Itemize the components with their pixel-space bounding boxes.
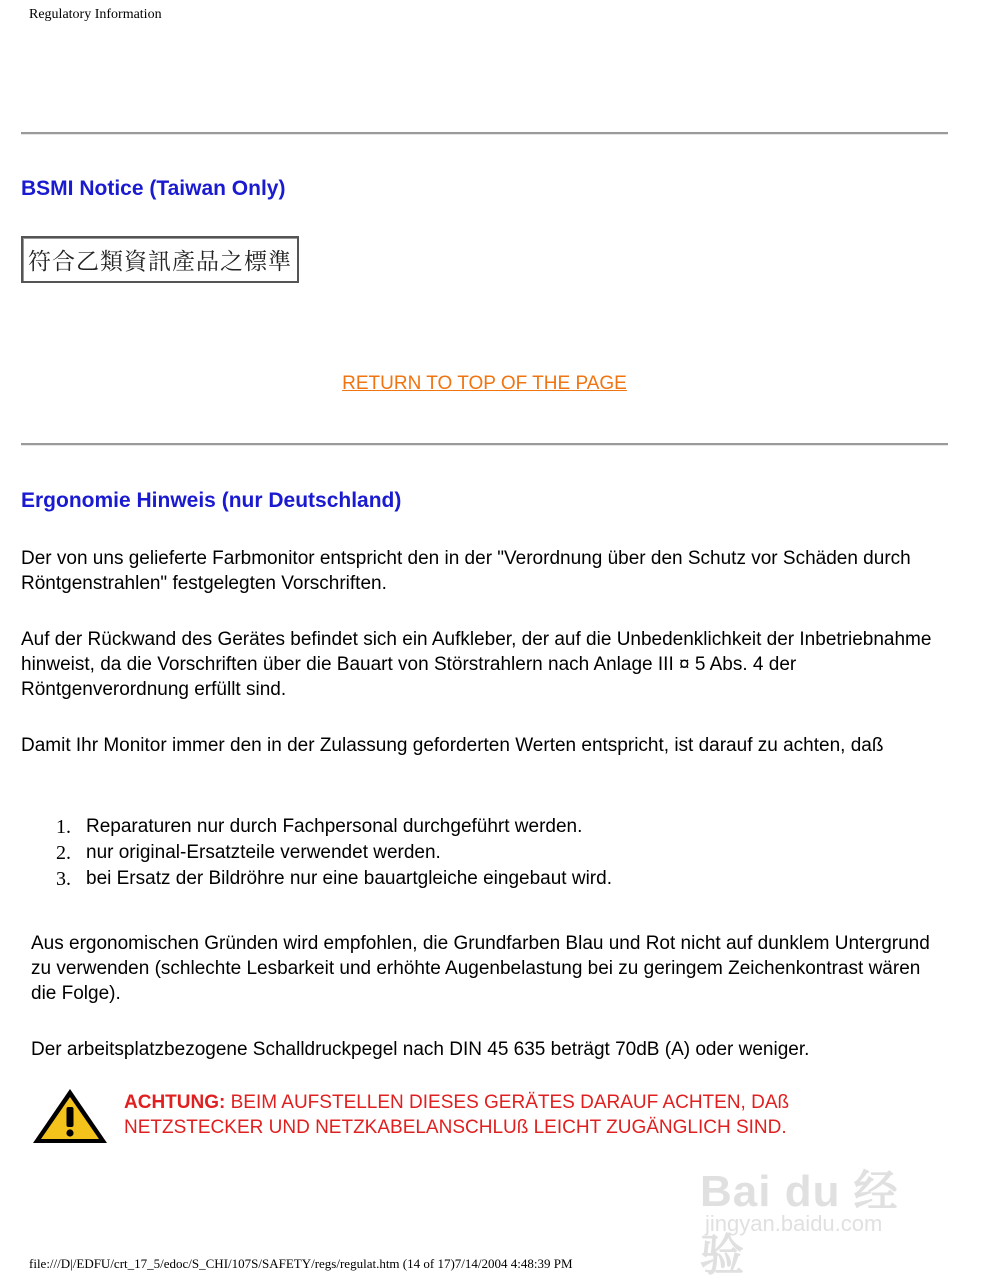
list-item: 1. Reparaturen nur durch Fachpersonal durchgeführt werden.	[56, 816, 583, 838]
ergonomie-heading: Ergonomie Hinweis (nur Deutschland)	[21, 489, 402, 512]
list-item: 2. nur original-Ersatzteile verwendet werden.	[56, 842, 441, 864]
requirements-list	[52, 814, 612, 892]
warning-text: BEIM AUFSTELLEN DIESES GERÄTES DARAUF ACHTEN, DAß NETZSTECKER UND NETZKABELANSCHLUß LEICHT ZUGÄNGLICH SIND.	[124, 1092, 790, 1138]
ergonomie-paragraph-4: Aus ergonomischen Gründen wird empfohlen, die Grundfarben Blau und Rot nicht auf dunklem Untergrund zu verwenden (schlechte Lesbarkeit und erhöhte Augenbelastung bei zu geringem Zeichenkontrast wären die Folge).	[31, 933, 930, 1004]
watermark	[700, 1155, 940, 1280]
ergonomie-paragraph-5: Der arbeitsplatzbezogene Schalldruckpegel nach DIN 45 635 beträgt 70dB (A) oder weniger.	[31, 1039, 810, 1060]
warning-triangle-icon	[29, 1085, 111, 1147]
list-item: 3. bei Ersatz der Bildröhre nur eine bauartgleiche eingebaut wird.	[56, 868, 612, 890]
ergonomie-paragraph-1: Der von uns gelieferte Farbmonitor entspricht den in der "Verordnung über den Schutz vor Schäden durch Röntgenstrahlen" festgelegten Vorschriften.	[21, 548, 911, 594]
divider	[21, 132, 948, 135]
warning-message	[124, 1090, 884, 1140]
return-to-top-link[interactable]: RETURN TO TOP OF THE PAGE	[342, 373, 627, 394]
bsmi-heading: BSMI Notice (Taiwan Only)	[21, 177, 286, 200]
ergonomie-paragraph-2: Auf der Rückwand des Gerätes befindet sich ein Aufkleber, der auf die Unbedenklichkeit der Inbetriebnahme hinweist, da die Vorschriften über die Bauart von Störstrahlern nach Anlage III ¤ 5 Abs. 4 der Röntgenverordnung erfüllt sind.	[21, 629, 932, 700]
watermark-url: jingyan.baidu.com	[705, 1211, 883, 1236]
footer-path: file:///D|/EDFU/crt_17_5/edoc/S_CHI/107S/SAFETY/regs/regulat.htm (14 of 17)7/14/2004 4:48:39 PM	[29, 1256, 573, 1271]
bsmi-notice-image	[21, 236, 299, 283]
warning-label: ACHTUNG:	[124, 1092, 226, 1113]
watermark-logo: Bai du 经验	[700, 1167, 899, 1280]
bsmi-notice-text: 符合乙類資訊產品之標準	[28, 248, 292, 274]
ergonomie-paragraph-3: Damit Ihr Monitor immer den in der Zulassung geforderten Werten entspricht, ist darauf zu achten, daß	[21, 735, 884, 756]
divider	[21, 443, 948, 446]
page-header-title: Regulatory Information	[29, 7, 162, 22]
